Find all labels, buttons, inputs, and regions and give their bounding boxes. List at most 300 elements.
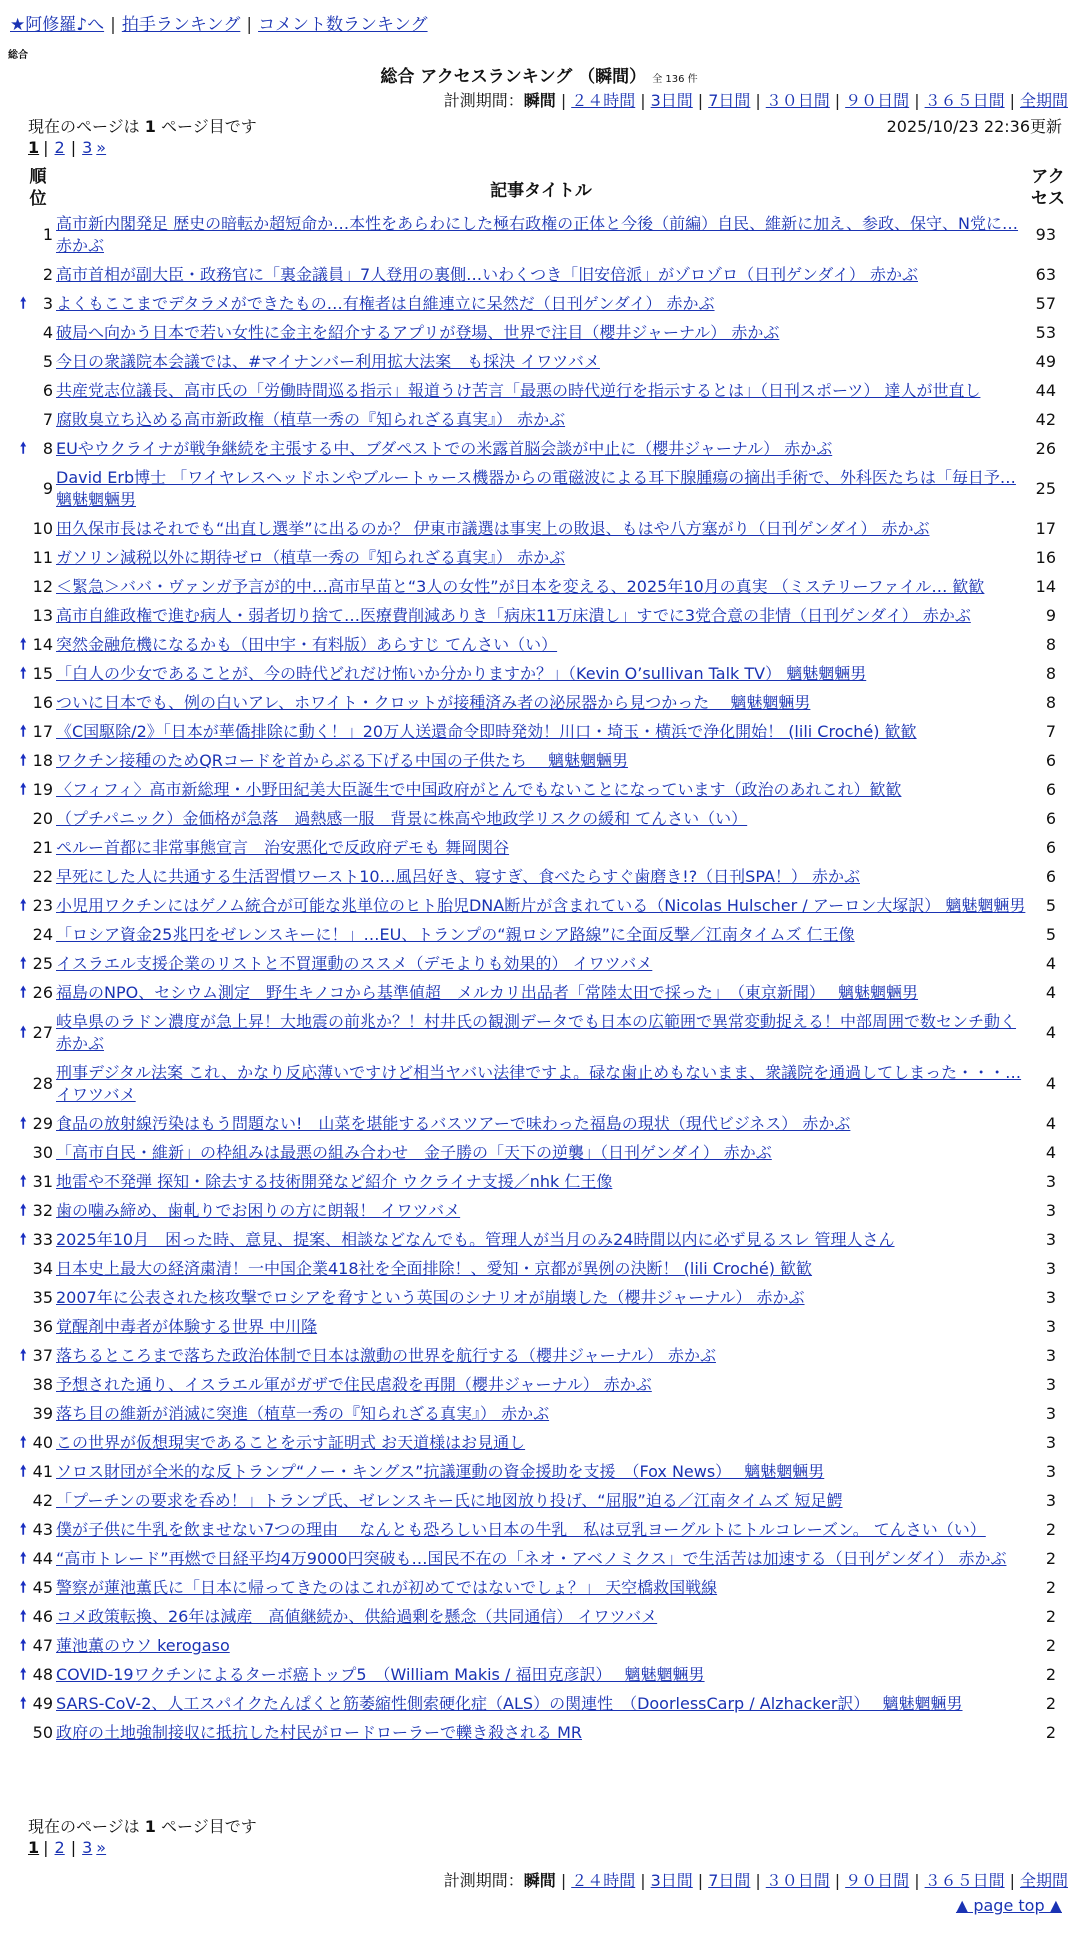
access-count: 25 — [1035, 479, 1056, 498]
rank-number: 29 — [32, 1114, 53, 1133]
title-cell — [56, 1110, 1026, 1139]
access-count: 4 — [1045, 1023, 1056, 1042]
home-link[interactable]: ★阿修羅♪へ — [10, 15, 105, 35]
access-count: 42 — [1035, 410, 1056, 429]
access-count: 3 — [1045, 1172, 1056, 1191]
page-link[interactable]: 3 — [82, 1838, 93, 1857]
access-count: 49 — [1035, 352, 1056, 371]
article-link[interactable]: 〈フィフィ〉高市新総理・小野田紀美大臣誕生で中国政府がとんでもないことになっています（政治のあれこれ）歓歓 — [56, 780, 902, 799]
article-link[interactable]: 落ち目の維新が消滅に突進（植草一秀の『知られざる真実』） 赤かぶ — [56, 1404, 550, 1423]
article-link[interactable]: SARS-CoV-2、人工スパイクたんぱくと筋萎縮性側索硬化症（ALS）の関連性 （DoorlessCarp / Alzhacker訳） 魑魅魍魎男 — [56, 1694, 963, 1713]
article-link[interactable]: 《C国駆除/2》「日本が華僑排除に動く！」20万人送還命令即時発効！川口・埼玉・横浜で浄化開始！ (lili Croché) 歓歓 — [56, 722, 917, 741]
rank-cell — [20, 544, 56, 573]
period-link[interactable]: ９０日間 — [845, 91, 910, 110]
rank-up-arrow-icon: 🠕 — [20, 983, 27, 1001]
title-cell — [56, 1458, 1026, 1487]
rank-up-arrow-icon: 🠕 — [20, 1694, 27, 1712]
access-count: 6 — [1045, 867, 1056, 886]
rank-number: 32 — [32, 1201, 53, 1220]
title-cell — [56, 1661, 1026, 1690]
table-row — [20, 1690, 1070, 1719]
table-row — [20, 406, 1070, 435]
article-link[interactable]: 「ロシア資金25兆円をゼレンスキーに！」…EU、トランプの“親ロシア路線”に全面反撃／江南タイムズ 仁王像 — [56, 925, 855, 944]
rank-cell — [20, 1690, 56, 1719]
article-link[interactable]: 落ちるところまで落ちた政治体制で日本は激動の世界を航行する（櫻井ジャーナル） 赤かぶ — [56, 1346, 716, 1365]
title-cell — [56, 718, 1026, 747]
separator: | — [755, 91, 761, 110]
article-link[interactable]: 予想された通り、イスラエル軍がガザで住民虐殺を再開（櫻井ジャーナル） 赤かぶ — [56, 1375, 652, 1394]
article-link[interactable]: 2025年10月 困った時、意見、提案、相談などなんでも。管理人が当月のみ24時間以内に必ず見るスレ 管理人さん — [56, 1230, 895, 1249]
article-link[interactable]: 高市新内閣発足 歴史の暗転か超短命か…本性をあらわにした極右政権の正体と今後（前編）自民、維新に加え、参政、保守、N党に… 赤かぶ — [56, 214, 1019, 255]
rank-number: 21 — [32, 838, 53, 857]
period-link[interactable]: ３０日間 — [765, 91, 830, 110]
rank-number: 42 — [32, 1491, 53, 1510]
rank-up-arrow-icon: 🠕 — [20, 1462, 27, 1480]
period-link[interactable]: 全期間 — [1019, 1871, 1068, 1890]
rank-cell — [20, 1284, 56, 1313]
rank-cell — [20, 689, 56, 718]
title-cell — [56, 210, 1026, 261]
page-info: 現在のページは 1 ページ目です — [28, 117, 257, 136]
access-count: 2 — [1045, 1665, 1056, 1684]
table-row — [20, 1255, 1070, 1284]
table-header — [20, 166, 1070, 210]
rank-up-arrow-icon: 🠕 — [20, 1578, 27, 1596]
separator: | — [640, 1871, 646, 1890]
separator: | — [834, 91, 841, 110]
table-row — [20, 689, 1070, 718]
article-link[interactable]: 突然金融危機になるかも（田中宇・有料版）あらすじ てんさい（い） — [56, 635, 558, 654]
rank-cell — [20, 348, 56, 377]
access-count: 14 — [1035, 577, 1056, 596]
period-link[interactable]: ３０日間 — [765, 1871, 830, 1890]
table-row — [20, 950, 1070, 979]
access-count: 5 — [1045, 896, 1056, 915]
title-cell — [56, 515, 1026, 544]
rank-cell — [20, 464, 56, 515]
rank-number: 48 — [32, 1665, 53, 1684]
period-link[interactable]: 7日間 — [708, 1871, 751, 1890]
rank-cell — [20, 631, 56, 660]
access-count: 2 — [1045, 1636, 1056, 1655]
access-count: 2 — [1045, 1520, 1056, 1539]
rank-cell — [20, 921, 56, 950]
page-top-link[interactable]: ▲ page top ▲ — [955, 1896, 1062, 1915]
rank-cell — [20, 1342, 56, 1371]
rank-up-arrow-icon: 🠕 — [20, 1607, 27, 1625]
rank-number: 11 — [32, 548, 53, 567]
separator: | — [834, 1871, 841, 1890]
title-cell — [56, 1371, 1026, 1400]
rank-number: 3 — [42, 294, 53, 313]
rank-number: 4 — [42, 323, 53, 342]
article-link[interactable]: 高市首相が副大臣・政務官に「裏金議員」7人登用の裏側…いわくつき「旧安倍派」がゾロゾロ（日刊ゲンダイ） 赤かぶ — [56, 265, 918, 284]
access-count: 5 — [1045, 925, 1056, 944]
table-row — [20, 1516, 1070, 1545]
article-link[interactable]: 日本史上最大の経済粛清！一中国企業418社を全面排除！、愛知・京都が異例の決断！ (lili Croché) 歓歓 — [56, 1259, 813, 1278]
pagination-bottom — [28, 1838, 108, 1857]
table-row — [20, 290, 1070, 319]
table-row — [20, 660, 1070, 689]
separator: | — [1009, 1871, 1015, 1890]
title-cell — [56, 1313, 1026, 1342]
access-count: 17 — [1035, 519, 1056, 538]
period-link[interactable]: 全期間 — [1019, 91, 1068, 110]
rank-number: 49 — [32, 1694, 53, 1713]
rank-number: 24 — [32, 925, 53, 944]
article-link[interactable]: 小児用ワクチンにはゲノム統合が可能な兆単位のヒト胎児DNA断片が含まれている（Nicolas Hulscher / アーロン大塚訳） 魑魅魍魎男 — [56, 896, 1026, 915]
title-text: 総合 アクセスランキング （瞬間） — [380, 67, 647, 87]
article-link[interactable]: 刑事デジタル法案 これ、かなり反応薄いですけど相当ヤバい法律ですよ。碌な歯止めもないまま、衆議院を通過してしまった・・・… イワツバメ — [56, 1063, 1022, 1104]
access-count: 9 — [1045, 606, 1056, 625]
table-row — [20, 1342, 1070, 1371]
period-link[interactable]: ２４時間 — [571, 1871, 636, 1890]
title-cell — [56, 1545, 1026, 1574]
period-link[interactable]: 3日間 — [650, 1871, 693, 1890]
title-cell — [56, 921, 1026, 950]
separator: | — [110, 15, 116, 35]
rank-number: 25 — [32, 954, 53, 973]
rank-number: 34 — [32, 1259, 53, 1278]
table-row — [20, 1603, 1070, 1632]
article-link[interactable]: 食品の放射線汚染はもう問題ない! 山菜を堪能するバスツアーで味わった福島の現状（現代ビジネス） 赤かぶ — [56, 1114, 851, 1133]
access-count: 6 — [1045, 751, 1056, 770]
table-row — [20, 1284, 1070, 1313]
rank-cell — [20, 1661, 56, 1690]
table-row — [20, 834, 1070, 863]
title-cell — [56, 602, 1026, 631]
title-cell — [56, 1226, 1026, 1255]
period-selector — [444, 88, 1068, 111]
rank-number: 12 — [32, 577, 53, 596]
next-page-link[interactable]: » — [96, 1838, 107, 1857]
title-cell — [56, 290, 1026, 319]
title-cell — [56, 863, 1026, 892]
article-link[interactable]: 今日の衆議院本会議では、#マイナンバー利用拡大法案 も採決 イワツバメ — [56, 352, 600, 371]
article-link[interactable]: 共産党志位議長、高市氏の「労働時間巡る指示」報道うけ苦言「最悪の時代逆行を指示するとは」（日刊スポーツ） 達人が世直し — [56, 381, 981, 400]
access-count: 6 — [1045, 838, 1056, 857]
title-cell — [56, 1429, 1026, 1458]
rank-number: 40 — [32, 1433, 53, 1452]
article-link[interactable]: COVID-19ワクチンによるターボ癌トップ5 （William Makis / 福田克彦訳） 魑魅魍魎男 — [56, 1665, 705, 1684]
title-cell — [56, 631, 1026, 660]
table-row — [20, 319, 1070, 348]
rank-cell — [20, 1487, 56, 1516]
table-row — [20, 1197, 1070, 1226]
table-row — [20, 1110, 1070, 1139]
rank-cell — [20, 1719, 56, 1748]
article-link[interactable]: 政府の土地強制接収に抵抗した村民がロードローラーで轢き殺される MR — [56, 1723, 583, 1742]
page-info-bottom: 現在のページは 1 ページ目です — [28, 1817, 257, 1836]
table-row — [20, 1574, 1070, 1603]
access-count: 6 — [1045, 809, 1056, 828]
title-cell — [56, 805, 1026, 834]
top-navigation — [10, 10, 428, 35]
table-row — [20, 348, 1070, 377]
article-link[interactable]: 「プーチンの要求を呑め！」トランプ氏、ゼレンスキー氏に地図放り投げ、“屈服”迫る／江南タイムズ 短足鰐 — [56, 1491, 843, 1510]
page-current: 1 — [28, 138, 40, 157]
rank-cell — [20, 1632, 56, 1661]
separator: | — [697, 1871, 704, 1890]
rank-cell — [20, 718, 56, 747]
article-link[interactable]: 田久保市長はそれでも“出直し選挙”に出るのか？ 伊東市議選は事実上の敗退、もはや八方塞がり（日刊ゲンダイ） 赤かぶ — [56, 519, 930, 538]
table-row — [20, 210, 1070, 261]
article-link[interactable]: 破局へ向かう日本で若い女性に金主を紹介するアプリが登場、世界で注目（櫻井ジャーナル） 赤かぶ — [56, 323, 780, 342]
access-count: 2 — [1045, 1549, 1056, 1568]
rank-cell — [20, 1574, 56, 1603]
separator: | — [43, 1838, 49, 1857]
rank-number: 2 — [42, 265, 53, 284]
rank-cell — [20, 1545, 56, 1574]
title-cell — [56, 1400, 1026, 1429]
table-row — [20, 892, 1070, 921]
access-count: 8 — [1045, 664, 1056, 683]
rank-number: 18 — [32, 751, 53, 770]
article-link[interactable]: イスラエル支援企業のリストと不買運動のススメ（デモよりも効果的） イワツバメ — [56, 954, 653, 973]
title-cell — [56, 1255, 1026, 1284]
access-count: 3 — [1045, 1317, 1056, 1336]
access-count: 8 — [1045, 635, 1056, 654]
article-link[interactable]: 腐敗臭立ち込める高市新政権（植草一秀の『知られざる真実』） 赤かぶ — [56, 410, 566, 429]
separator: | — [560, 91, 567, 110]
applause-ranking-link[interactable]: 拍手ランキング — [121, 15, 241, 35]
rank-up-arrow-icon: 🠕 — [20, 722, 27, 740]
rank-number: 36 — [32, 1317, 53, 1336]
article-link[interactable]: 地雷や不発弾 探知・除去する技術開発など紹介 ウクライナ支援／nhk 仁王像 — [56, 1172, 613, 1191]
title-cell — [56, 1603, 1026, 1632]
title-cell — [56, 1168, 1026, 1197]
rank-up-arrow-icon: 🠕 — [20, 635, 27, 653]
rank-number: 39 — [32, 1404, 53, 1423]
rank-number: 35 — [32, 1288, 53, 1307]
rank-up-arrow-icon: 🠕 — [20, 1201, 27, 1219]
article-link[interactable]: 僕が子供に牛乳を飲ませない7つの理由 なんとも恐ろしい日本の牛乳 私は豆乳ヨーグルトにトルコレーズン。 てんさい（い） — [56, 1520, 986, 1539]
comment-ranking-link[interactable]: コメント数ランキング — [258, 15, 428, 35]
access-count: 7 — [1045, 722, 1056, 741]
table-row — [20, 1139, 1070, 1168]
table-row — [20, 1545, 1070, 1574]
table-row — [20, 1719, 1070, 1748]
rank-number: 9 — [42, 479, 53, 498]
rank-cell — [20, 1008, 56, 1059]
title-cell — [56, 406, 1026, 435]
rank-up-arrow-icon: 🠕 — [20, 1346, 27, 1364]
table-row — [20, 573, 1070, 602]
rank-up-arrow-icon: 🠕 — [20, 780, 27, 798]
rank-number: 31 — [32, 1172, 53, 1191]
rank-cell — [20, 834, 56, 863]
title-cell — [56, 464, 1026, 515]
title-cell — [56, 1342, 1026, 1371]
table-row — [20, 863, 1070, 892]
period-link[interactable]: 3日間 — [650, 91, 693, 110]
rank-number: 7 — [42, 410, 53, 429]
rank-number: 33 — [32, 1230, 53, 1249]
period-link[interactable]: 7日間 — [708, 91, 751, 110]
updated-timestamp: 2025/10/23 22:36更新 — [886, 117, 1062, 136]
access-count: 4 — [1045, 1074, 1056, 1093]
article-link[interactable]: コメ政策転換、26年は減産 高値継続か、供給過剰を懸念（共同通信） イワツバメ — [56, 1607, 658, 1626]
title-cell — [56, 435, 1026, 464]
period-link[interactable]: ３６５日間 — [924, 1871, 1005, 1890]
title-cell — [56, 892, 1026, 921]
category-tag: 総合 — [8, 50, 28, 61]
access-count: 16 — [1035, 548, 1056, 567]
rank-up-arrow-icon: 🠕 — [20, 1023, 27, 1041]
article-link[interactable]: 歯の噛み締め、歯軋りでお困りの方に朗報！ イワツバメ — [56, 1201, 461, 1220]
period-link[interactable]: ９０日間 — [845, 1871, 910, 1890]
next-page-link[interactable]: » — [96, 138, 107, 157]
page-current: 1 — [28, 1838, 40, 1857]
table-row — [20, 602, 1070, 631]
table-row — [20, 1008, 1070, 1059]
article-link[interactable]: ペルー首都に非常事態宣言 治安悪化で反政府デモも 舞岡関谷 — [56, 838, 510, 857]
article-link[interactable]: 早死にした人に共通する生活習慣ワースト10…風呂好き、寝すぎ、食べたらすぐ歯磨き!?（日刊SPA！） 赤かぶ — [56, 867, 860, 886]
rank-number: 17 — [32, 722, 53, 741]
title-cell — [56, 1284, 1026, 1313]
rank-cell — [20, 979, 56, 1008]
separator: | — [70, 1838, 77, 1857]
rank-cell — [20, 805, 56, 834]
rank-number: 28 — [32, 1074, 53, 1093]
access-count: 4 — [1045, 1143, 1056, 1162]
access-count: 4 — [1045, 954, 1056, 973]
rank-number: 16 — [32, 693, 53, 712]
title-cell — [56, 1059, 1026, 1110]
article-link[interactable]: 蓮池薫のウソ kerogaso — [56, 1636, 230, 1655]
page-link[interactable]: 3 — [82, 138, 93, 157]
article-link[interactable]: ＜緊急＞ババ・ヴァンガ予言が的中…高市早苗と“3人の女性”が日本を変える、2025年10月の真実 （ミステリーファイル… 歓歓 — [56, 577, 985, 596]
period-label: 計測期間： — [443, 91, 524, 110]
article-link[interactable]: ワクチン接種のためQRコードを首からぶる下げる中国の子供たち 魑魅魍魎男 — [56, 751, 628, 770]
separator: | — [246, 15, 253, 35]
rank-cell — [20, 1516, 56, 1545]
access-count: 2 — [1045, 1694, 1056, 1713]
rank-number: 10 — [32, 519, 53, 538]
article-link[interactable]: David Erb博士 「ワイヤレスヘッドホンやブルートゥース機器からの電磁波による耳下腺腫瘍の摘出手術で、外科医たちは「毎日予… 魑魅魍魎男 — [56, 468, 1016, 509]
rank-cell — [20, 776, 56, 805]
rank-number: 23 — [32, 896, 53, 915]
title-cell — [56, 950, 1026, 979]
rank-up-arrow-icon: 🠕 — [20, 439, 27, 457]
article-link[interactable]: ついに日本でも、例の白いアレ、ホワイト・クロットが接種済み者の泌尿器から見つかった 魑魅魍魎男 — [56, 693, 811, 712]
rank-cell — [20, 1168, 56, 1197]
period-current: 瞬間 — [523, 91, 556, 110]
rank-cell — [20, 1313, 56, 1342]
page-title — [0, 62, 1078, 87]
article-link[interactable]: （プチパニック）金価格が急落 過熱感一服 背景に株高や地政学リスクの緩和 てんさい（い） — [56, 809, 748, 828]
table-row — [20, 377, 1070, 406]
rank-number: 20 — [32, 809, 53, 828]
article-link[interactable]: 福島のNPO、セシウム測定 野生キノコから基準値超 メルカリ出品者「常陸太田で採った」 （東京新聞） 魑魅魍魎男 — [56, 983, 919, 1002]
rank-cell — [20, 892, 56, 921]
access-count: 6 — [1045, 780, 1056, 799]
table-row — [20, 544, 1070, 573]
article-link[interactable]: “高市トレード”再燃で日経平均4万9000円突破も…国民不在の「ネオ・アベノミクス」で生活苦は加速する（日刊ゲンダイ） 赤かぶ — [56, 1549, 1007, 1568]
title-cell — [56, 319, 1026, 348]
table-row — [20, 979, 1070, 1008]
article-link[interactable]: 岐阜県のラドン濃度が急上昇！大地震の前兆か？！村井氏の観測データでも日本の広範囲で異常変動捉える！中部周囲で数センチ動く 赤かぶ — [56, 1012, 1017, 1053]
separator: | — [1009, 91, 1015, 110]
rank-cell — [20, 1429, 56, 1458]
table-row — [20, 1661, 1070, 1690]
rank-up-arrow-icon: 🠕 — [20, 294, 27, 312]
page-link[interactable]: 2 — [54, 1838, 65, 1857]
table-row — [20, 1059, 1070, 1110]
article-link[interactable]: 「白人の少女であることが、今の時代どれだけ怖いか分かりますか？」（Kevin O’sullivan Talk TV） 魑魅魍魎男 — [56, 664, 867, 683]
access-count: 3 — [1045, 1259, 1056, 1278]
rank-number: 26 — [32, 983, 53, 1002]
rank-cell — [20, 1059, 56, 1110]
title-cell — [56, 377, 1026, 406]
rank-number: 5 — [42, 352, 53, 371]
rank-cell — [20, 1255, 56, 1284]
rank-up-arrow-icon: 🠕 — [20, 751, 27, 769]
table-row — [20, 1226, 1070, 1255]
table-row — [20, 805, 1070, 834]
rank-number: 41 — [32, 1462, 53, 1481]
article-link[interactable]: よくもここまでデタラメができたもの…有権者は自維連立に呆然だ（日刊ゲンダイ） 赤かぶ — [56, 294, 715, 313]
rank-number: 30 — [32, 1143, 53, 1162]
article-link[interactable]: 高市自維政権で進む病人・弱者切り捨て…医療費削減ありき「病床11万床潰し」すでに3党合意の非情（日刊ゲンダイ） 赤かぶ — [56, 606, 971, 625]
article-link[interactable]: 覚醒剤中毒者が体験する世界 中川隆 — [56, 1317, 318, 1336]
period-link[interactable]: ２４時間 — [571, 91, 636, 110]
title-cell — [56, 1516, 1026, 1545]
access-count: 2 — [1045, 1578, 1056, 1597]
article-link[interactable]: 警察が蓮池薫氏に「日本に帰ってきたのはこれが初めてではないでしょ？」 天空橋救国戦線 — [56, 1578, 718, 1597]
rank-up-arrow-icon: 🠕 — [20, 1172, 27, 1190]
rank-number: 13 — [32, 606, 53, 625]
rank-cell — [20, 1458, 56, 1487]
period-link[interactable]: ３６５日間 — [924, 91, 1005, 110]
rank-up-arrow-icon: 🠕 — [20, 1665, 27, 1683]
separator: | — [560, 1871, 567, 1890]
page-link[interactable]: 2 — [54, 138, 65, 157]
column-header-access: アク セス — [1031, 167, 1065, 209]
pagination — [28, 138, 108, 157]
ranking-table — [20, 166, 1070, 1748]
rank-number: 15 — [32, 664, 53, 683]
article-link[interactable]: ソロス財団が全米的な反トランプ“ノー・キングス”抗議運動の資金援助を支援 （Fox News） 魑魅魍魎男 — [56, 1462, 825, 1481]
rank-cell — [20, 210, 56, 261]
access-count: 8 — [1045, 693, 1056, 712]
rank-up-arrow-icon: 🠕 — [20, 1230, 27, 1248]
article-link[interactable]: EUやウクライナが戦争継続を主張する中、ブダペストでの米露首脳会談が中止に（櫻井ジャーナル） 赤かぶ — [56, 439, 833, 458]
rank-cell — [20, 319, 56, 348]
rank-number: 44 — [32, 1549, 53, 1568]
rank-cell — [20, 1371, 56, 1400]
title-cell — [56, 1008, 1026, 1059]
separator: | — [43, 138, 49, 157]
rank-number: 1 — [42, 225, 53, 244]
article-link[interactable]: 2007年に公表された核攻撃でロシアを脅すという英国のシナリオが崩壊した（櫻井ジャーナル） 赤かぶ — [56, 1288, 805, 1307]
separator: | — [70, 138, 77, 157]
access-count: 3 — [1045, 1230, 1056, 1249]
article-link[interactable]: この世界が仮想現実であることを示す証明式 お天道様はお見通し — [56, 1433, 526, 1452]
rank-number: 47 — [32, 1636, 53, 1655]
table-row — [20, 1371, 1070, 1400]
article-link[interactable]: 「高市自民・維新」の枠組みは最悪の組み合わせ 金子勝の「天下の逆襲」（日刊ゲンダイ） 赤かぶ — [56, 1143, 772, 1162]
rank-up-arrow-icon: 🠕 — [20, 1433, 27, 1451]
table-row — [20, 261, 1070, 290]
rank-number: 45 — [32, 1578, 53, 1597]
article-link[interactable]: ガソリン減税以外に期待ゼロ（植草一秀の『知られざる真実』） 赤かぶ — [56, 548, 566, 567]
period-current: 瞬間 — [523, 1871, 556, 1890]
title-cell — [56, 979, 1026, 1008]
rank-cell — [20, 1226, 56, 1255]
separator: | — [914, 91, 920, 110]
table-row — [20, 1429, 1070, 1458]
